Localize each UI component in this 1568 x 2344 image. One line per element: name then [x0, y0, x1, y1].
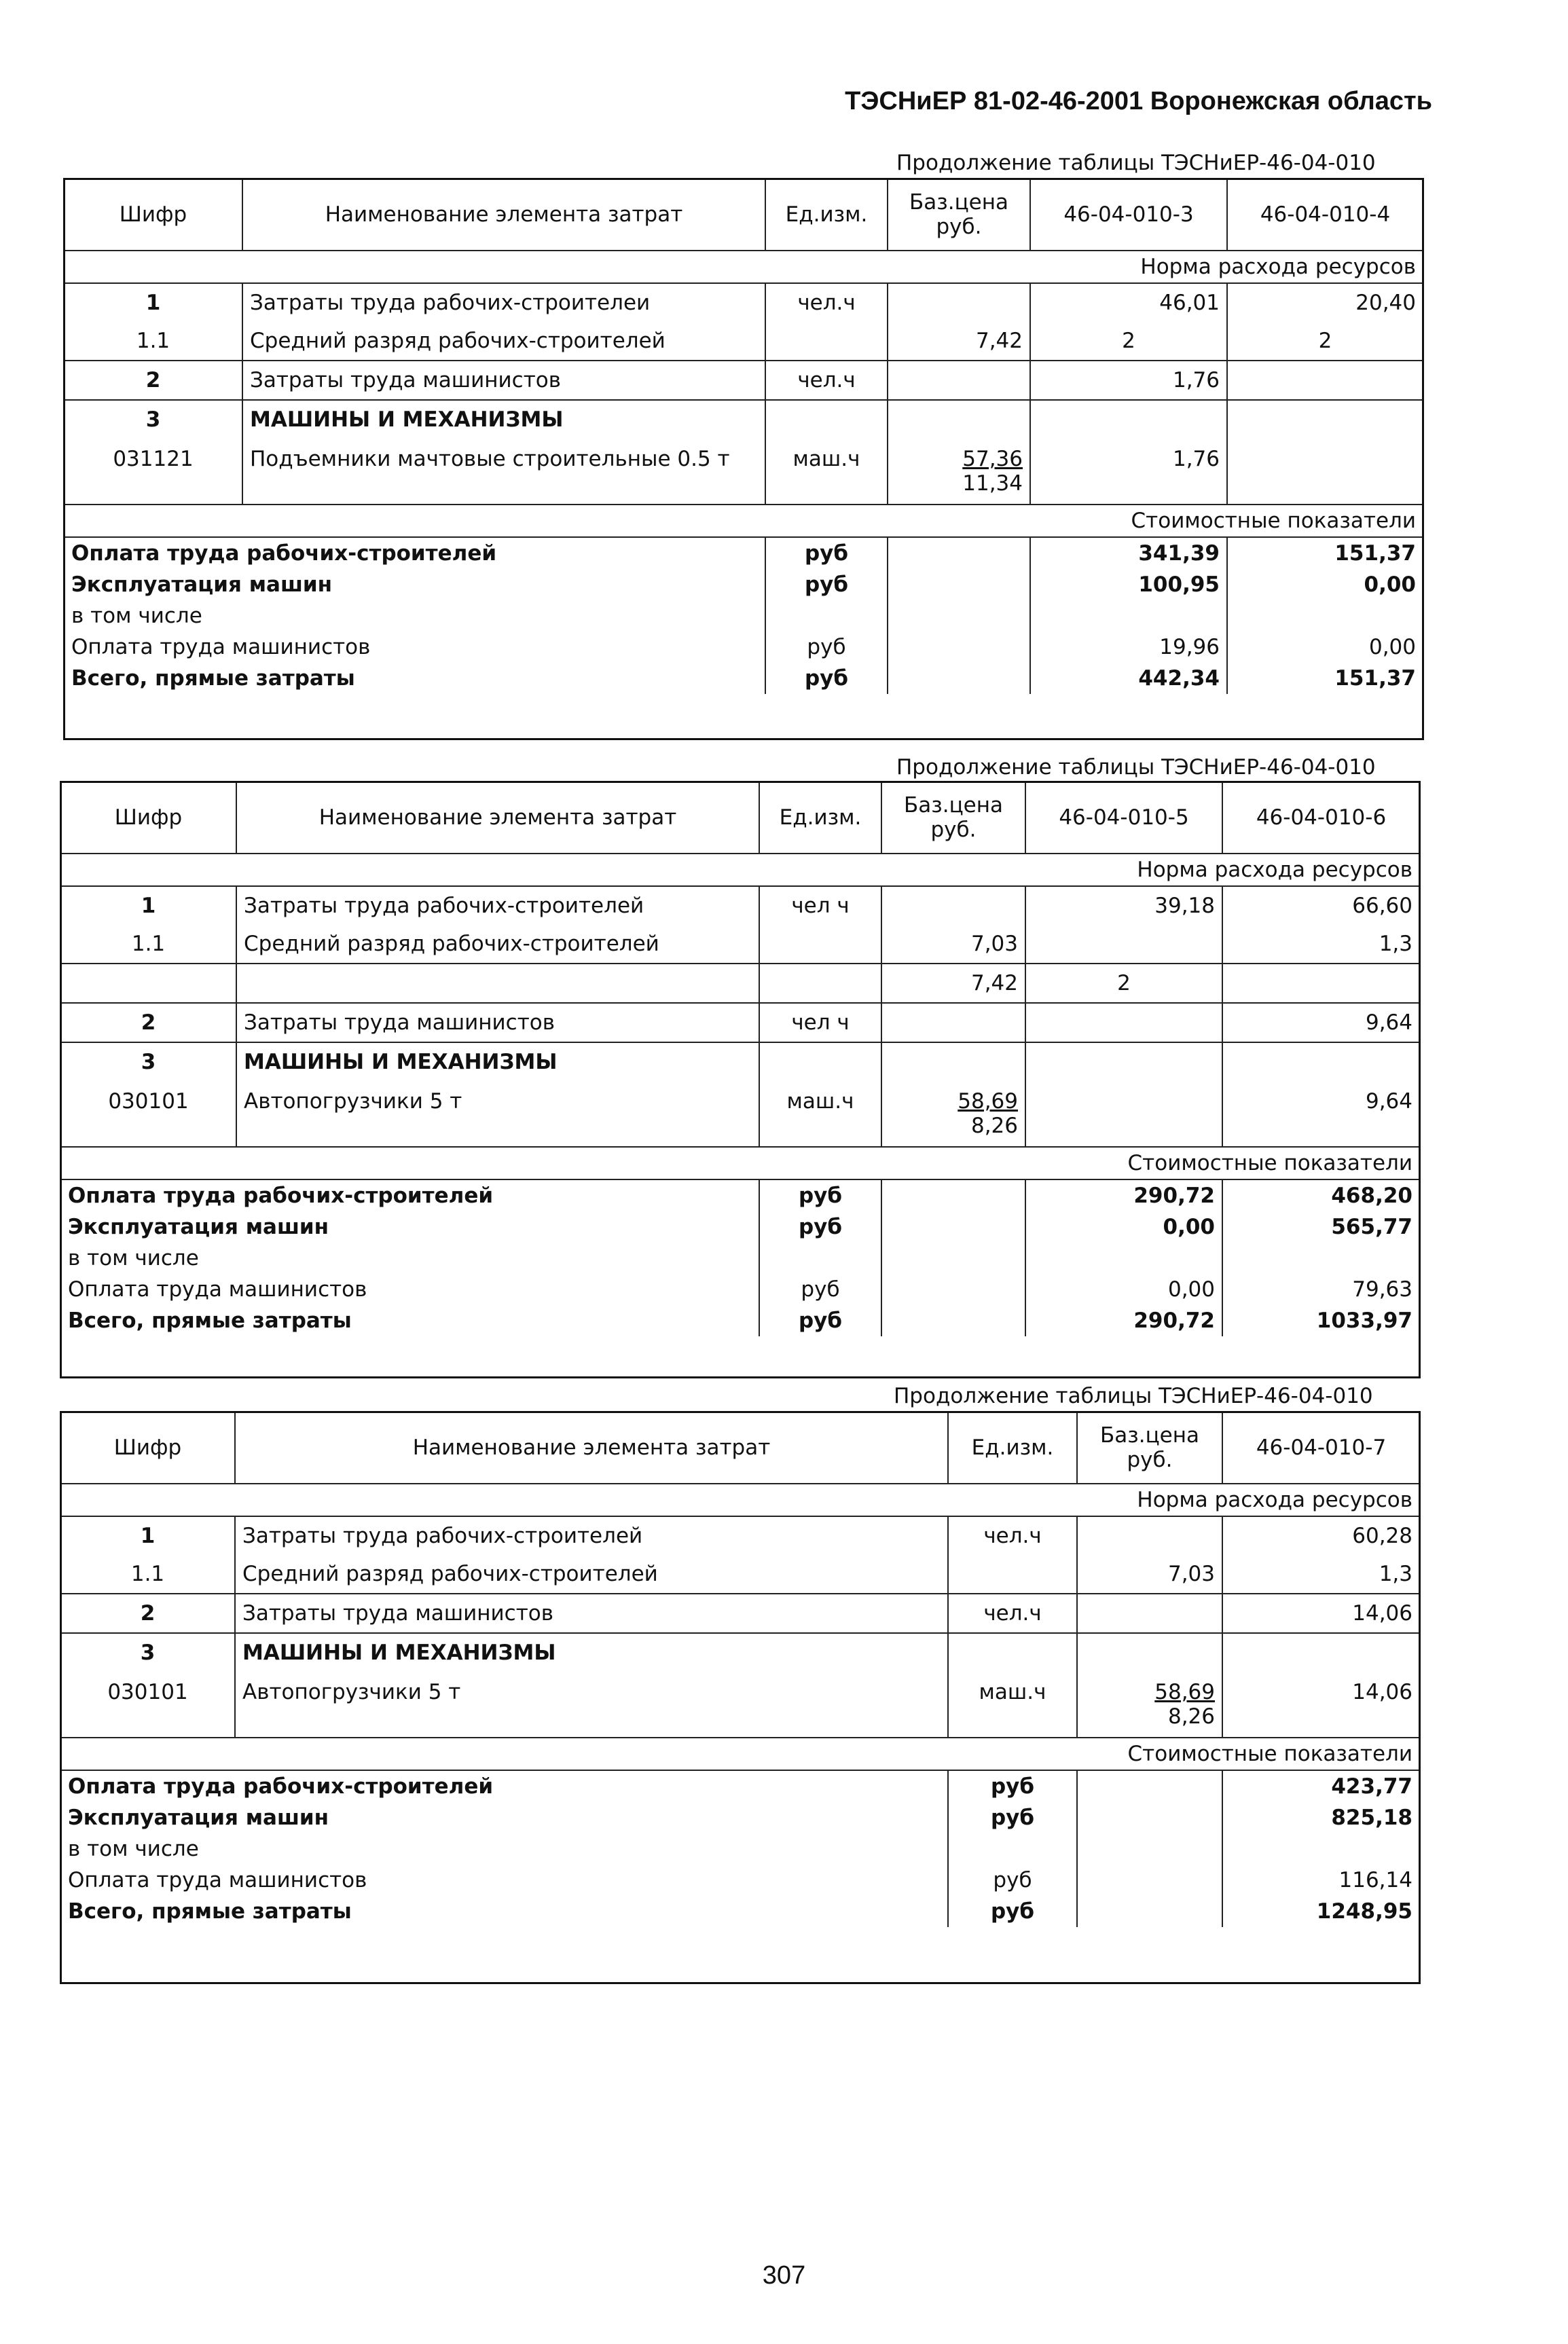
cost-name: Эксплуатация машин [71, 572, 333, 597]
cost-value-2: 0,00 [1227, 631, 1423, 663]
table-row [61, 964, 1419, 1003]
header-col-1: 46-04-010-5 [1025, 782, 1222, 854]
row-value-1 [1030, 400, 1227, 439]
row-unit [759, 1042, 881, 1081]
cost-value-2: 468,20 [1222, 1179, 1419, 1211]
row-unit: чел.ч [765, 361, 888, 400]
table-row [65, 400, 1423, 439]
table-row [61, 925, 1419, 964]
row-unit [759, 964, 881, 1003]
header-price [888, 179, 1030, 251]
table-row [65, 361, 1423, 400]
row-value-2: 1,3 [1222, 925, 1419, 964]
cost-unit [765, 600, 888, 631]
row-code: 1 [145, 291, 161, 315]
cost-row [61, 1305, 1419, 1336]
row-unit [765, 322, 888, 361]
table-row [61, 1555, 1419, 1594]
table-caption: Продолжение таблицы ТЭСНиЕР-46-04-010 [894, 1384, 1373, 1408]
cost-value-1: 290,72 [1025, 1305, 1222, 1336]
row-price: 7,42 [881, 964, 1025, 1003]
row-value-1: 1,3 [1222, 1555, 1419, 1594]
cost-value-2: 0,00 [1227, 569, 1423, 600]
cost-name: в том числе [71, 604, 202, 628]
cost-name: Всего, прямые затраты [68, 1899, 352, 1924]
row-value-2 [1227, 361, 1423, 400]
row-value-1 [1025, 1003, 1222, 1042]
cost-value-1: 442,34 [1030, 663, 1227, 694]
row-code: 030101 [61, 1672, 235, 1738]
cost-row [61, 1211, 1419, 1243]
cost-row [65, 569, 1423, 600]
cost-value-1: 423,77 [1222, 1770, 1419, 1802]
header-col-2: 46-04-010-4 [1227, 179, 1423, 251]
cost-unit: руб [765, 537, 888, 569]
cost-value-1 [1030, 600, 1227, 631]
row-code: 3 [141, 1050, 156, 1074]
cost-unit: руб [759, 1305, 881, 1336]
row-price: 7,03 [1077, 1555, 1222, 1594]
row-value-2: 66,60 [1222, 886, 1419, 925]
row-value-2 [1227, 439, 1423, 505]
cost-unit: руб [948, 1896, 1077, 1927]
norm-label: Норма расхода ресурсов [65, 251, 1423, 283]
row-code: 030101 [61, 1081, 236, 1147]
row-price [881, 1042, 1025, 1081]
row-code: 1.1 [61, 1555, 235, 1594]
cost-unit [948, 1833, 1077, 1865]
row-price [881, 886, 1025, 925]
cost-unit: руб [765, 663, 888, 694]
header-name: Наименование элемента затрат [242, 179, 765, 251]
row-price: 7,42 [888, 322, 1030, 361]
row-name: МАШИНЫ И МЕХАНИЗМЫ [235, 1633, 948, 1672]
row-value-1 [1025, 1081, 1222, 1147]
row-price [1077, 1672, 1222, 1738]
cost-unit: руб [765, 631, 888, 663]
row-code: 1 [140, 1524, 156, 1548]
cost-value-2 [1227, 600, 1423, 631]
row-name [236, 964, 759, 1003]
cost-value-1: 0,00 [1025, 1274, 1222, 1305]
cost-name: Эксплуатация машин [68, 1215, 329, 1239]
header-price-label: Баз.цена руб. [1099, 1423, 1200, 1472]
page-number: 307 [762, 2261, 806, 2290]
row-price [1077, 1633, 1222, 1672]
cost-name: Оплата труда машинистов [71, 635, 371, 659]
header-unit: Ед.изм. [759, 782, 881, 854]
cost-value-2: 79,63 [1222, 1274, 1419, 1305]
cost-value-1: 290,72 [1025, 1179, 1222, 1211]
row-value-2 [1227, 400, 1423, 439]
cost-value-2: 151,37 [1227, 663, 1423, 694]
row-value-1: 1,76 [1030, 361, 1227, 400]
row-value-2: 9,64 [1222, 1003, 1419, 1042]
header-name: Наименование элемента затрат [235, 1412, 948, 1484]
row-name: МАШИНЫ И МЕХАНИЗМЫ [242, 400, 765, 439]
row-price-main: 58,69 [958, 1089, 1018, 1114]
cost-name: Эксплуатация машин [68, 1806, 329, 1830]
norm-label: Норма расхода ресурсов [61, 854, 1419, 886]
cost-value-1: 100,95 [1030, 569, 1227, 600]
row-code: 2 [65, 361, 242, 400]
row-unit: чел.ч [948, 1594, 1077, 1633]
header-price [881, 782, 1025, 854]
row-name: Средний разряд рабочих-строителей [236, 925, 759, 964]
header-code: Шифр [65, 179, 242, 251]
row-code: 2 [61, 1594, 235, 1633]
row-value-1: 2 [1030, 322, 1227, 361]
table-row [61, 1003, 1419, 1042]
cost-row [65, 631, 1423, 663]
row-value-1: 46,01 [1030, 283, 1227, 322]
cost-row [61, 1896, 1419, 1927]
header-price-label: Баз.цена руб. [909, 190, 1009, 239]
row-value-1: 39,18 [1025, 886, 1222, 925]
cost-value-1: 1248,95 [1222, 1896, 1419, 1927]
cost-unit: руб [759, 1274, 881, 1305]
cost-unit: руб [759, 1211, 881, 1243]
row-value-1: 60,28 [1222, 1516, 1419, 1555]
row-name: Затраты труда рабочих-строителеи [242, 283, 765, 322]
row-name: Средний разряд рабочих-строителей [235, 1555, 948, 1594]
cost-value-2 [1222, 1243, 1419, 1274]
resource-table-3 [61, 1412, 1419, 1927]
row-code: 1.1 [65, 322, 242, 361]
header-name: Наименование элемента затрат [236, 782, 759, 854]
row-price [1077, 1594, 1222, 1633]
row-name: Затраты труда рабочих-строителей [236, 886, 759, 925]
row-unit [765, 400, 888, 439]
row-code: 3 [145, 407, 161, 432]
norm-label: Норма расхода ресурсов [61, 1484, 1419, 1516]
row-price [888, 400, 1030, 439]
header-price [1077, 1412, 1222, 1484]
cost-label: Стоимостные показатели [61, 1738, 1419, 1770]
row-price [888, 439, 1030, 505]
cost-label: Стоимостные показатели [61, 1147, 1419, 1179]
header-code: Шифр [61, 782, 236, 854]
header-col-1: 46-04-010-3 [1030, 179, 1227, 251]
cost-value-2: 1033,97 [1222, 1305, 1419, 1336]
cost-row [65, 537, 1423, 569]
cost-label: Стоимостные показатели [65, 505, 1423, 537]
header-price-label: Баз.цена руб. [903, 793, 1004, 842]
header-col-1: 46-04-010-7 [1222, 1412, 1419, 1484]
cost-row [61, 1770, 1419, 1802]
table-row [61, 1042, 1419, 1081]
row-code: 1.1 [131, 932, 166, 956]
row-code: 2 [61, 1003, 236, 1042]
row-price-main: 57,36 [962, 447, 1023, 471]
row-value-2 [1222, 964, 1419, 1003]
row-name: МАШИНЫ И МЕХАНИЗМЫ [236, 1042, 759, 1081]
row-price-sub: 8,26 [1167, 1704, 1215, 1729]
cost-value-1: 825,18 [1222, 1802, 1419, 1833]
row-name: Средний разряд рабочих-строителей [242, 322, 765, 361]
row-value-1: 14,06 [1222, 1594, 1419, 1633]
header-unit: Ед.изм. [948, 1412, 1077, 1484]
cost-value-1 [1222, 1833, 1419, 1865]
table-row [61, 1516, 1419, 1555]
resource-table-1 [65, 179, 1423, 694]
row-value-2: 2 [1227, 322, 1423, 361]
table-row [61, 886, 1419, 925]
cost-row [61, 1833, 1419, 1865]
cost-value-1: 116,14 [1222, 1865, 1419, 1896]
cost-unit: руб [948, 1865, 1077, 1896]
cost-unit [759, 1243, 881, 1274]
header-col-2: 46-04-010-6 [1222, 782, 1419, 854]
row-unit [759, 925, 881, 964]
row-value-1 [1222, 1633, 1419, 1672]
row-unit [948, 1555, 1077, 1594]
cost-row [65, 663, 1423, 694]
cost-row [61, 1179, 1419, 1211]
row-price-sub: 11,34 [962, 471, 1023, 496]
row-value-1 [1025, 1042, 1222, 1081]
row-price-main: 58,69 [1154, 1680, 1215, 1704]
row-name: Автопогрузчики 5 т [236, 1081, 759, 1147]
row-price [1077, 1516, 1222, 1555]
header-unit: Ед.изм. [765, 179, 888, 251]
row-value-2: 20,40 [1227, 283, 1423, 322]
document-header: ТЭСНиЕР 81-02-46-2001 Воронежская область [845, 87, 1432, 115]
header-code: Шифр [61, 1412, 235, 1484]
row-value-1 [1025, 925, 1222, 964]
cost-unit: руб [759, 1179, 881, 1211]
row-price-sub: 8,26 [970, 1114, 1018, 1138]
row-unit: маш.ч [759, 1081, 881, 1147]
row-value-1: 14,06 [1222, 1672, 1419, 1738]
table-row [61, 1672, 1419, 1738]
row-value-2 [1222, 1042, 1419, 1081]
cost-value-1: 0,00 [1025, 1211, 1222, 1243]
cost-name: Оплата труда машинистов [68, 1868, 367, 1892]
cost-row [61, 1802, 1419, 1833]
row-price [881, 1003, 1025, 1042]
row-unit: чел ч [759, 1003, 881, 1042]
cost-unit: руб [765, 569, 888, 600]
row-value-1: 1,76 [1030, 439, 1227, 505]
row-code: 1 [141, 894, 156, 918]
resource-table-2 [61, 782, 1419, 1336]
table-caption: Продолжение таблицы ТЭСНиЕР-46-04-010 [896, 755, 1376, 780]
row-unit: чел.ч [765, 283, 888, 322]
row-unit [948, 1633, 1077, 1672]
cost-row [61, 1243, 1419, 1274]
row-value-2: 9,64 [1222, 1081, 1419, 1147]
table-caption: Продолжение таблицы ТЭСНиЕР-46-04-010 [896, 151, 1376, 175]
row-price [888, 361, 1030, 400]
row-price [888, 283, 1030, 322]
table-row [65, 283, 1423, 322]
cost-value-1: 19,96 [1030, 631, 1227, 663]
cost-value-1 [1025, 1243, 1222, 1274]
table-row [61, 1081, 1419, 1147]
row-code: 031121 [65, 439, 242, 505]
cost-name: Оплата труда рабочих-строителей [71, 541, 497, 566]
cost-name: Всего, прямые затраты [68, 1308, 352, 1333]
table-row [65, 439, 1423, 505]
cost-value-1: 341,39 [1030, 537, 1227, 569]
cost-row [65, 600, 1423, 631]
cost-row [61, 1865, 1419, 1896]
cost-name: в том числе [68, 1837, 199, 1861]
cost-value-2: 151,37 [1227, 537, 1423, 569]
cost-name: в том числе [68, 1246, 199, 1270]
row-price: 7,03 [881, 925, 1025, 964]
row-unit: чел.ч [948, 1516, 1077, 1555]
row-name: Затраты труда машинистов [242, 361, 765, 400]
cost-name: Всего, прямые затраты [71, 666, 355, 691]
row-name: Затраты труда машинистов [236, 1003, 759, 1042]
row-unit: чел ч [759, 886, 881, 925]
cost-name: Оплата труда рабочих-строителей [68, 1774, 494, 1799]
table-row [61, 1633, 1419, 1672]
row-name: Автопогрузчики 5 т [235, 1672, 948, 1738]
table-row [65, 322, 1423, 361]
row-name: Затраты труда машинистов [235, 1594, 948, 1633]
row-code [61, 964, 236, 1003]
cost-row [61, 1274, 1419, 1305]
row-unit: маш.ч [948, 1672, 1077, 1738]
cost-name: Оплата труда рабочих-строителей [68, 1184, 494, 1208]
cost-unit: руб [948, 1802, 1077, 1833]
row-unit: маш.ч [765, 439, 888, 505]
row-code: 3 [140, 1641, 156, 1665]
table-row [61, 1594, 1419, 1633]
cost-unit: руб [948, 1770, 1077, 1802]
row-name: Подъемники мачтовые строительные 0.5 т [242, 439, 765, 505]
row-value-1: 2 [1025, 964, 1222, 1003]
row-name: Затраты труда рабочих-строителей [235, 1516, 948, 1555]
row-price [881, 1081, 1025, 1147]
cost-value-2: 565,77 [1222, 1211, 1419, 1243]
cost-name: Оплата труда машинистов [68, 1277, 367, 1302]
